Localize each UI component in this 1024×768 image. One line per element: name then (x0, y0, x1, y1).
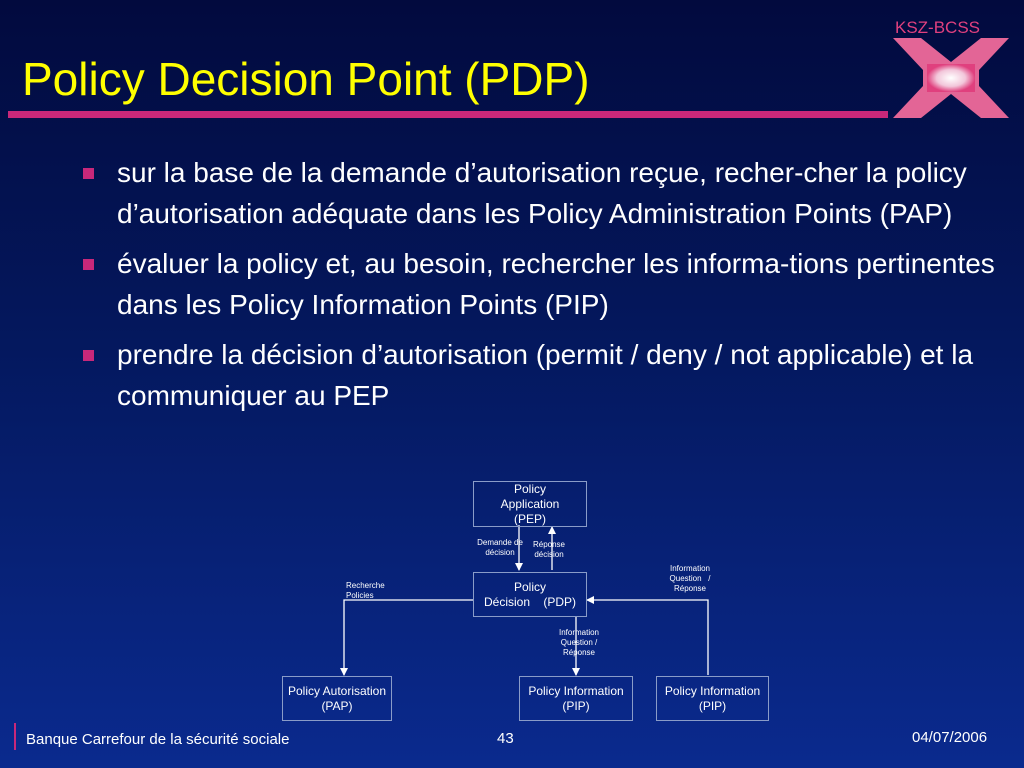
pep-line1: Policy (513, 481, 546, 496)
label-recherche-policies: Recherche Policies (346, 581, 385, 600)
pip-box-center (519, 676, 633, 721)
bullet-text: prendre la décision d’autorisation (permit / deny / not applicable) et la communiquer au PEP (117, 339, 974, 411)
pep-line3: (PEP) (513, 511, 546, 526)
slide-title: Policy Decision Point (PDP) (22, 53, 590, 105)
pap-box (282, 676, 392, 721)
pip-right-line1: Policy Information (664, 683, 761, 698)
pep-box (473, 481, 587, 527)
pip-box-right (656, 676, 769, 721)
pdp-line1: Policy (513, 579, 546, 594)
footer-page-number: 43 (497, 730, 514, 747)
label-info-center: Information Question / Réponse (558, 628, 600, 657)
arrow-to-pap (344, 600, 473, 675)
label-info-right: Information Question / Réponse (669, 564, 711, 593)
bullet-text: sur la base de la demande d’autorisation reçue, recher-cher la policy d’autorisation adéquate dans les Policy Administration Points (PAP) (117, 157, 967, 229)
footer-organization: Banque Carrefour de la sécurité sociale (26, 731, 290, 748)
footer-accent-bar (14, 723, 16, 750)
label-reponse-decision: Réponse décision (532, 540, 566, 559)
brand-label: KSZ-BCSS (895, 18, 981, 37)
pip-center-line1: Policy Information (528, 683, 624, 698)
pdp-box (473, 572, 587, 617)
pap-line1: Policy Autorisation (287, 683, 387, 698)
footer-date: 04/07/2006 (912, 729, 988, 746)
pip-right-line2: (PIP) (698, 698, 727, 713)
label-demande-decision: Demande de décision (477, 538, 523, 557)
pip-center-line2: (PIP) (562, 698, 590, 713)
bullet-text: évaluer la policy et, au besoin, rechercher les informa-tions pertinentes dans les Policy Information Points (PIP) (117, 248, 995, 320)
pdp-line2: Décision (PDP) (483, 594, 577, 609)
pep-line2: Application (500, 496, 560, 511)
pap-line2: (PAP) (321, 698, 353, 713)
